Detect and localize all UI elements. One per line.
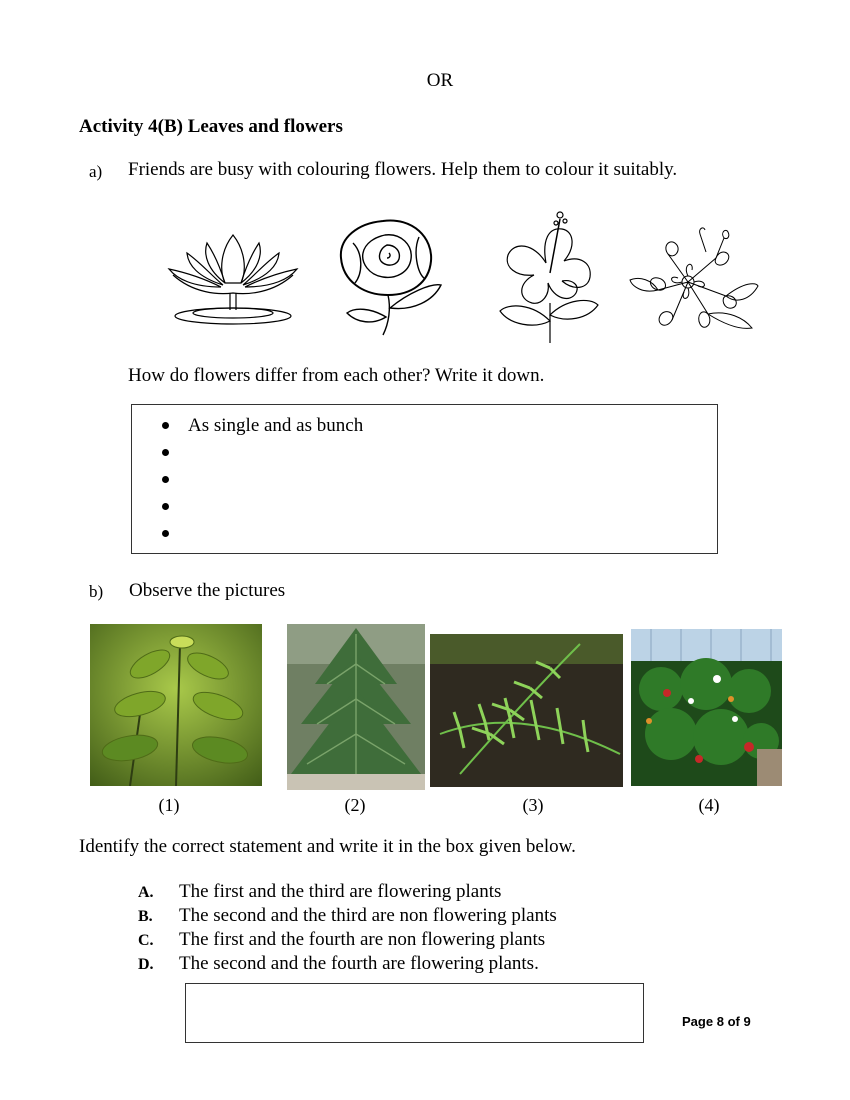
part-a-label: a) bbox=[89, 162, 103, 181]
page-word: Page bbox=[682, 1014, 714, 1029]
option-text-b: The second and the third are non flowering plants bbox=[179, 905, 557, 926]
leafy-plant-photo-icon bbox=[90, 624, 262, 786]
identify-prompt: Identify the correct statement and write it in the box given below. bbox=[79, 836, 576, 857]
of-word: of bbox=[727, 1014, 740, 1029]
option-text-d: The second and the fourth are flowering plants. bbox=[179, 953, 539, 974]
bullet-answer-box[interactable] bbox=[131, 404, 718, 554]
option-text-c: The first and the fourth are non flowering plants bbox=[179, 929, 546, 950]
bullet-text: As single and as bunch bbox=[188, 414, 364, 436]
or-separator: OR bbox=[426, 70, 454, 91]
option-letter-a: A. bbox=[138, 884, 154, 901]
flowering-shrub-photo-icon bbox=[631, 629, 782, 786]
option-letter-b: B. bbox=[138, 908, 153, 925]
part-b-instruction: Observe the pictures bbox=[129, 580, 286, 601]
page-number: 8 bbox=[716, 1014, 724, 1029]
conifer-tree-photo-icon bbox=[287, 624, 425, 790]
option-letter-c: C. bbox=[138, 932, 154, 949]
option-letter-d: D. bbox=[138, 956, 154, 973]
lotus-drawing-icon bbox=[163, 215, 303, 330]
hibiscus-drawing-icon bbox=[494, 203, 602, 345]
bullet-item[interactable] bbox=[162, 520, 188, 547]
picture-caption-3: (3) bbox=[522, 795, 544, 815]
bullet-dot-icon bbox=[162, 449, 169, 456]
option-text-a: The first and the third are flowering plants bbox=[179, 881, 502, 902]
bullet-dot-icon bbox=[162, 503, 169, 510]
flower-difference-question: How do flowers differ from each other? Write it down. bbox=[128, 365, 545, 386]
part-a-instruction: Friends are busy with colouring flowers. Help them to colour it suitably. bbox=[128, 159, 678, 180]
jasmine-drawing-icon bbox=[628, 224, 760, 342]
total-pages: 9 bbox=[743, 1014, 751, 1029]
bullet-dot-icon bbox=[162, 422, 169, 429]
bullet-dot-icon bbox=[162, 530, 169, 537]
activity-heading: Activity 4(B) Leaves and flowers bbox=[79, 116, 343, 137]
bullet-item bbox=[162, 412, 363, 439]
page-footer bbox=[682, 1014, 751, 1029]
bullet-dot-icon bbox=[162, 476, 169, 483]
picture-caption-2: (2) bbox=[344, 795, 366, 815]
picture-caption-4: (4) bbox=[698, 795, 720, 815]
bullet-item[interactable] bbox=[162, 466, 188, 493]
picture-caption-1: (1) bbox=[158, 795, 180, 815]
part-b-label: b) bbox=[89, 582, 104, 601]
bullet-item[interactable] bbox=[162, 439, 188, 466]
answer-box[interactable] bbox=[185, 983, 644, 1043]
bullet-item[interactable] bbox=[162, 493, 188, 520]
fern-photo-icon bbox=[430, 634, 623, 787]
rose-drawing-icon bbox=[333, 213, 451, 338]
